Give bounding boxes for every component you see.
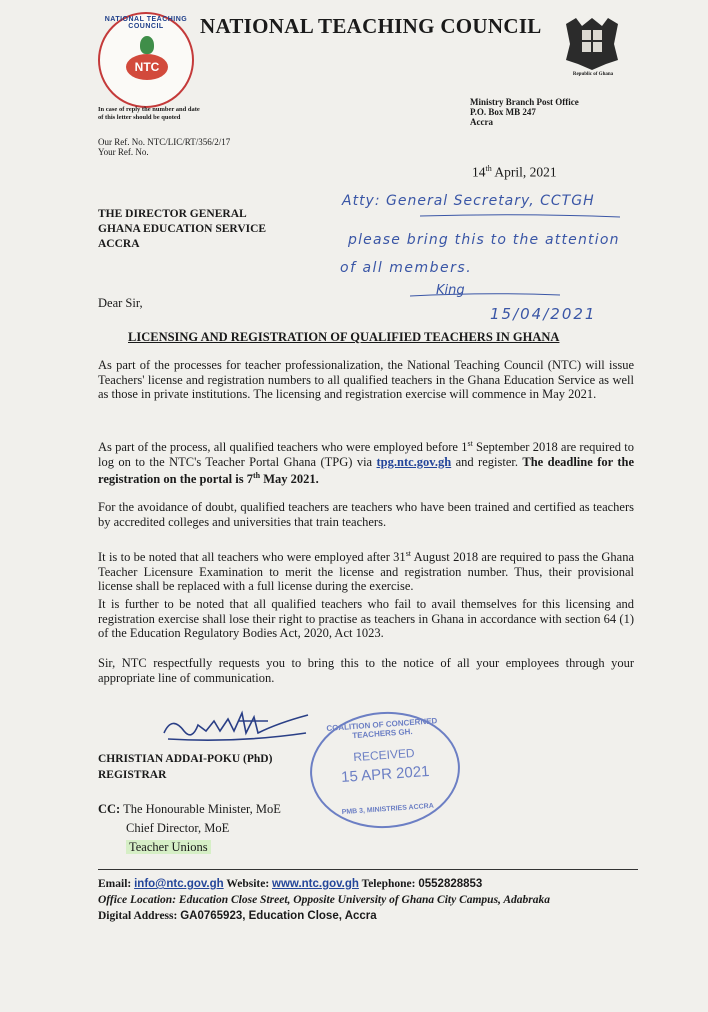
cc-item-1: The Honourable Minister, MoE <box>123 802 281 816</box>
reply-note-line2: of this letter should be quoted <box>98 114 181 121</box>
paragraph-6: Sir, NTC respectfully requests you to bring this to the notice of all your employees through your appropriate line of communication. <box>98 656 634 685</box>
references <box>98 137 230 157</box>
org-name: NATIONAL TEACHING COUNCIL <box>200 14 542 38</box>
cc-label: CC: <box>98 802 121 816</box>
cc-block <box>98 800 281 857</box>
footer-divider <box>98 869 638 870</box>
p2-text-a: As part of the process, all qualified teachers who were employed before 1 <box>98 440 468 455</box>
digital-label: Digital Address: <box>98 910 181 922</box>
cc-item-2: Chief Director, MoE <box>126 821 230 835</box>
recipient-line2: GHANA EDUCATION SERVICE <box>98 223 267 235</box>
email-label: Email: <box>98 878 135 890</box>
date-rest: April, 2021 <box>491 164 557 180</box>
handwritten-date: 15/04/2021 <box>490 305 597 323</box>
recipient-line3: ACCRA <box>98 238 140 250</box>
address-line3: Accra <box>470 117 493 127</box>
coat-caption: Republic of Ghana <box>572 72 614 77</box>
office-location: Office Location: Education Close Street, Opposite University of Ghana City Campus, Adabraka <box>98 894 551 906</box>
deadline-b: May 2021. <box>260 472 319 487</box>
coat-of-arms-icon <box>556 14 628 72</box>
address-line2: P.O. Box MB 247 <box>470 107 536 117</box>
recipient-line1: THE DIRECTOR GENERAL <box>98 208 247 220</box>
cc-item-3: Teacher Unions <box>126 840 211 854</box>
received-stamp <box>306 707 464 833</box>
postal-address <box>470 97 579 127</box>
handwritten-underline <box>420 213 620 219</box>
salutation: Dear Sir, <box>98 296 143 310</box>
stamp-ring-bottom: PMB 3, MINISTRIES ACCRA <box>341 802 435 817</box>
date-suffix: th <box>485 164 492 173</box>
p4-text-b: August 2018 are required to pass the Ghana Teacher Licensure Examination to merit the license and registration number. Thus, their provisional license shall be replaced with a full license during the exercise. <box>98 550 634 594</box>
paragraph-5: It is further to be noted that all qualified teachers who fail to avail themselves for this licensing and registration exercise shall lose their right to practise as teachers in Ghana in accordance with section 64 (1) of the Education Regulatory Bodies Act, 2020, Act 1023. <box>98 597 634 640</box>
letter-date <box>472 164 557 181</box>
subject-line: LICENSING AND REGISTRATION OF QUALIFIED TEACHERS IN GHANA <box>128 330 560 344</box>
cc-item-1-row <box>98 800 281 819</box>
recipient-block <box>98 207 266 252</box>
phone-number: 0552828853 <box>418 878 483 890</box>
phone-label: Telephone: <box>358 878 419 890</box>
reply-note-line1: In case of reply the number and date <box>98 106 200 113</box>
logo-text: NTC <box>126 54 168 80</box>
ntc-logo <box>98 12 194 108</box>
paragraph-1: As part of the processes for teacher professionalization, the National Teaching Council (NTC) will issue Teachers' license and registration numbers to all qualified teachers in the Ghana Education Service as well as those in private institutions. The licensing and registration exercise will commence in May 2021. <box>98 358 634 401</box>
p2-text-c: and register. <box>451 454 523 469</box>
logo-ring-text: NATIONAL TEACHING COUNCIL <box>104 16 188 30</box>
handwritten-line3: of all members. <box>340 260 473 276</box>
paragraph-3: For the avoidance of doubt, qualified teachers are teachers who have been trained and certified as teachers by accredited colleges and universities that train teachers. <box>98 500 634 529</box>
our-ref: Our Ref. No. NTC/LIC/RT/356/2/17 <box>98 137 231 147</box>
date-day: 14 <box>472 164 486 180</box>
registrar-signature <box>158 703 318 743</box>
stamp-ring-top: COALITION OF CONCERNED TEACHERS GH. <box>326 716 438 741</box>
cc-item-3-row <box>98 838 281 857</box>
p4-sup: st <box>405 549 412 558</box>
signer-name: CHRISTIAN ADDAI-POKU (PhD) <box>98 753 273 765</box>
footer <box>98 876 550 924</box>
stamp-date: 15 APR 2021 <box>340 762 431 787</box>
website-label: Website: <box>223 878 273 890</box>
digital-address-line <box>98 908 550 924</box>
p4-text-a: It is to be noted that all teachers who were employed after 31 <box>98 550 406 565</box>
paragraph-4 <box>98 547 634 594</box>
p2-text-b: September 2018 are required to log on to the NTC's Teacher Portal Ghana (TPG) via <box>98 440 634 469</box>
handwritten-strike <box>410 290 560 300</box>
reply-note <box>98 106 200 122</box>
signer-block <box>98 751 272 783</box>
handwritten-signature: King <box>436 283 465 298</box>
deadline-a: The deadline for the registration on the portal is 7 <box>98 454 635 487</box>
digital-value: GA0765923, Education Close, Accra <box>180 910 377 922</box>
portal-link[interactable]: tpg.ntc.gov.gh <box>376 454 452 469</box>
stamp-received: RECEIVED <box>352 745 416 765</box>
p2-sup: st <box>467 439 473 448</box>
handwritten-line1: Atty: General Secretary, CCTGH <box>342 193 595 209</box>
footer-contact-line <box>98 876 550 892</box>
logo-figure-icon <box>140 36 154 54</box>
handwritten-line2: please bring this to the attention <box>348 232 620 248</box>
deadline-sup: th <box>252 471 261 481</box>
email-link[interactable]: info@ntc.gov.gh <box>134 878 224 890</box>
your-ref: Your Ref. No. <box>98 147 149 157</box>
signer-title: REGISTRAR <box>98 769 167 781</box>
address-line1: Ministry Branch Post Office <box>470 97 579 107</box>
website-link[interactable]: www.ntc.gov.gh <box>272 878 359 890</box>
paragraph-2 <box>98 437 634 487</box>
